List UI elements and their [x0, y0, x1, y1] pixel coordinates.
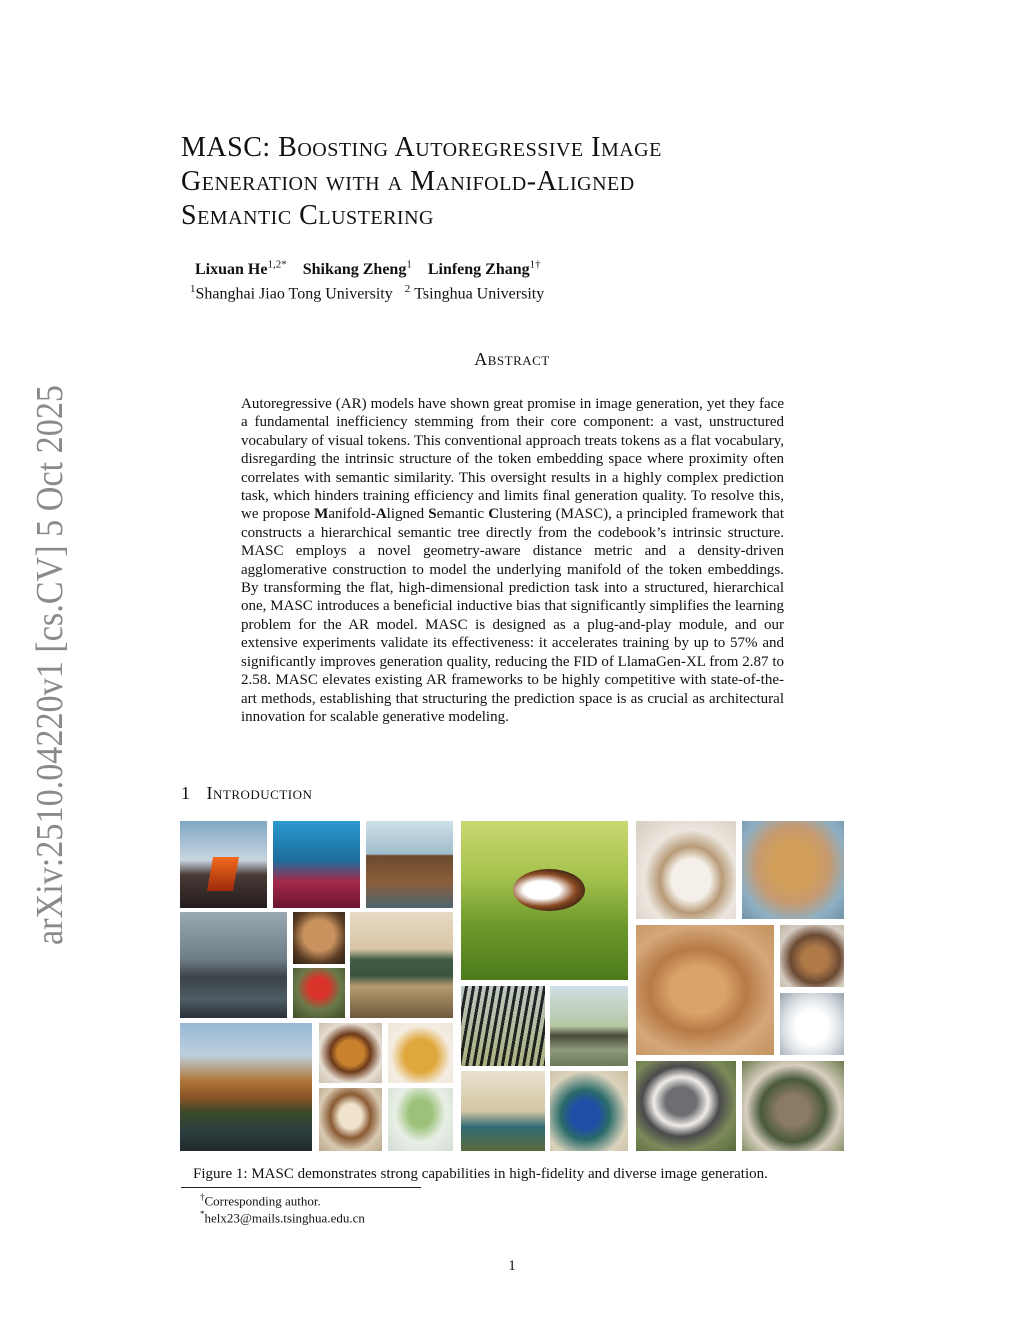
footnote-corresponding [200, 1192, 321, 1209]
author-3 [428, 261, 541, 278]
footnote-2-mark: * [200, 1209, 205, 1219]
title-line-1: MASC: Boosting Autoregressive Image [181, 132, 662, 163]
footnote-1-text: Corresponding author. [204, 1193, 321, 1209]
section-number: 1 [181, 783, 191, 803]
page-number: 1 [508, 1258, 516, 1274]
author-3-marks: 1† [529, 259, 541, 271]
abstract-bold-s: S [428, 506, 437, 523]
image-matcha-ice-cream [388, 1088, 453, 1151]
title-line-3: Semantic Clustering [181, 200, 434, 231]
footnote-email [200, 1209, 365, 1226]
section-title: Introduction [206, 783, 313, 803]
image-zebra [461, 986, 545, 1066]
abstract-text-2: (MASC), a principled framework that constructs a hierarchical semantic tree directly from the codebook’s intrinsic structure. MASC employs a novel geometry-aware distance metric and a density-driven agglomerative construction to model the underlying manifold of the token embeddings. By transforming the flat, high-dimensional prediction task into a structured, hierarchical one, MASC introduces a beneficial inductive bias that significantly simplifies the learning problem for the AR model. MASC is designed as a plug-and-play module, and our extensive experiments validate its effectiveness: it accelerates training by up to 57% and significantly improves generation quality, reducing the FID of LlamaGen-XL from 2.87 to 2.58. MASC elevates existing AR frameworks to be highly competitive with state-of-the-art methods, establishing that structuring the prediction space is as crucial as architectural innovation for scalable generative modeling. [241, 506, 785, 725]
image-golden-retriever [742, 821, 844, 919]
image-burger [319, 1023, 382, 1083]
figure-1-caption: Figure 1: MASC demonstrates strong capabilities in high-fidelity and diverse image generation. [193, 1166, 768, 1182]
affiliation-2-name: Tsinghua University [414, 285, 545, 303]
image-zebra-herd [550, 986, 628, 1066]
image-peacock-closeup [550, 1071, 628, 1151]
footnote-rule [181, 1187, 421, 1188]
image-green-house [350, 912, 453, 1018]
abstract-lustering: lustering [499, 506, 552, 523]
affiliation-2-mark: 2 [404, 283, 411, 295]
author-3-name: Linfeng Zhang [427, 261, 530, 279]
image-fly-agaric [293, 968, 345, 1018]
image-australian-shepherd [636, 1061, 736, 1151]
footnote-2-text[interactable]: helx23@mails.tsinghua.edu.cn [204, 1210, 365, 1226]
arxiv-id: arXiv:2510.04220v1 [cs.CV] 5 Oct 2025 [29, 380, 71, 945]
affiliation-1-mark: 1 [190, 283, 196, 295]
title-line-2: Generation with a Manifold-Aligned [181, 166, 635, 197]
author-1 [195, 261, 287, 278]
abstract-bold-a: A [375, 506, 387, 523]
affiliation-list [190, 283, 544, 303]
author-1-marks: 1,2* [267, 259, 287, 271]
image-stilt-house [366, 821, 453, 908]
abstract-text-1: Autoregressive (AR) models have shown great promise in image generation, yet they face a fundamental inefficiency stemming from their core component: a vast, unstructured vocabulary of visual tokens. This conventional approach treats tokens as a flat vocabulary, disregarding the intrinsic structure of the token embedding space where proximity often correlates with semantic similarity. This oversight results in a highly complex prediction task, which hinders training efficiency and limits final generation quality. To resolve this, we propose [241, 396, 784, 523]
image-mushrooms [293, 912, 345, 964]
image-sea-castle [180, 912, 287, 1018]
abstract-anifold: anifold- [328, 506, 376, 523]
image-yorkshire-terrier [742, 1061, 844, 1151]
abstract-emantic: emantic [436, 506, 489, 523]
image-dumpling-bowl [319, 1088, 382, 1151]
section-heading-introduction [181, 783, 312, 804]
figure-1-grid [180, 821, 844, 1151]
arxiv-stamp-svg [10, 380, 80, 950]
abstract-ligned: ligned [386, 506, 429, 523]
image-volcano [180, 821, 267, 908]
author-2-marks: 1 [406, 259, 412, 271]
abstract-body [241, 395, 784, 726]
abstract-bold-c: C [488, 506, 500, 523]
image-castle-by-lake [180, 1023, 312, 1151]
image-coral-reef [273, 821, 360, 908]
abstract-heading: Abstract [474, 349, 550, 369]
affiliation-1-name: Shanghai Jiao Tong University [195, 285, 393, 303]
paper-title [181, 131, 821, 233]
arxiv-stamp [10, 380, 80, 950]
image-small-dog [780, 925, 844, 987]
image-dingo [636, 925, 774, 1055]
image-shih-tzu [636, 821, 736, 919]
footnote-1-mark: † [200, 1192, 205, 1202]
image-pineapple [388, 1023, 453, 1083]
author-2 [303, 261, 412, 278]
author-2-name: Shikang Zheng [302, 261, 407, 279]
author-list [195, 259, 553, 279]
author-1-name: Lixuan He [195, 261, 268, 279]
image-beagle [461, 821, 628, 980]
image-peacock [461, 1071, 545, 1151]
abstract-bold-m: M [314, 506, 329, 523]
image-samoyed [780, 993, 844, 1055]
